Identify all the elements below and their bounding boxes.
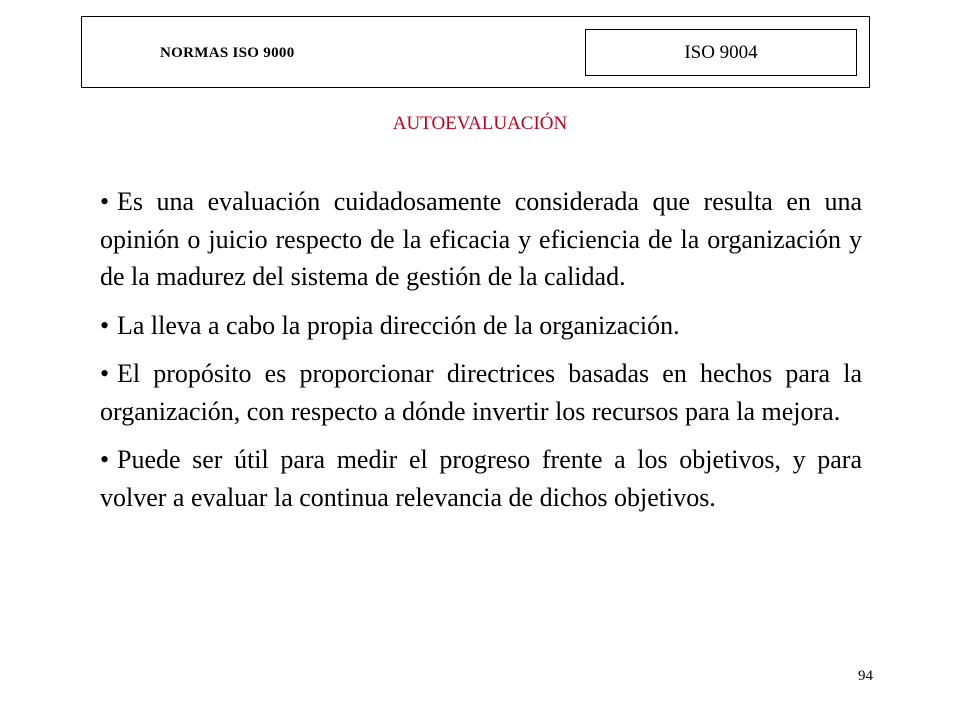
bullet-list bbox=[100, 183, 862, 527]
bullet-item bbox=[100, 307, 862, 345]
bullet-icon: • bbox=[100, 310, 110, 340]
section-title: AUTOEVALUACIÓN bbox=[392, 113, 568, 134]
bullet-item bbox=[100, 183, 862, 296]
bullet-item bbox=[100, 355, 862, 430]
bullet-text: El propósito es proporcionar directrices basadas en hechos para la organización, con respecto a dónde invertir los recursos para la mejora. bbox=[100, 359, 862, 426]
bullet-text: Puede ser útil para medir el progreso frente a los objetivos, y para volver a evaluar la continua relevancia de dichos objetivos. bbox=[100, 445, 862, 512]
bullet-icon: • bbox=[100, 359, 110, 388]
standard-family-label: NORMAS ISO 9000 bbox=[160, 45, 295, 61]
bullet-text: La lleva a cabo la propia dirección de la organización. bbox=[117, 310, 680, 340]
bullet-text: Es una evaluación cuidadosamente considerada que resulta en una opinión o juicio respecto de la eficacia y eficiencia de la organización y de la madurez del sistema de gestión de la calidad. bbox=[100, 187, 862, 291]
standard-code-box bbox=[585, 29, 857, 76]
bullet-item bbox=[100, 441, 862, 516]
bullet-icon: • bbox=[100, 445, 110, 474]
standard-code-label: ISO 9004 bbox=[684, 41, 758, 63]
page-number: 94 bbox=[858, 668, 873, 684]
bullet-icon: • bbox=[100, 187, 110, 216]
header-box bbox=[81, 16, 870, 88]
